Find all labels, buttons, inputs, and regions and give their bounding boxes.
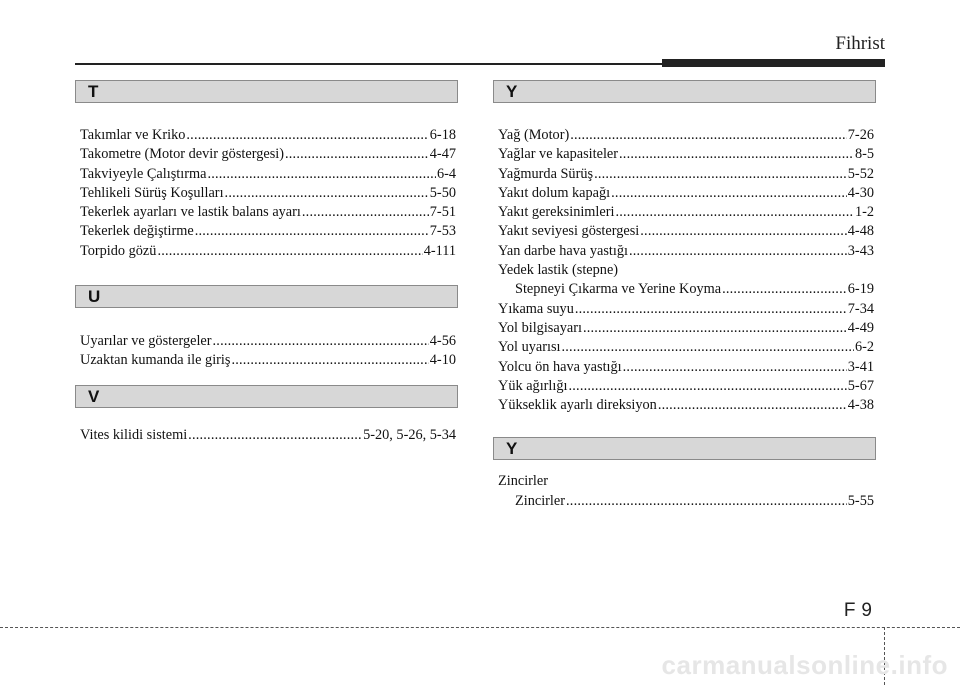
entry-label: Stepneyi Çıkarma ve Yerine Koyma [515, 281, 722, 298]
page-header-title: Fihrist [835, 33, 885, 54]
entry-label: Takımlar ve Kriko [80, 127, 186, 143]
leader-dots [566, 492, 847, 511]
leader-dots [302, 203, 429, 222]
index-subentry [498, 280, 874, 299]
leader-dots [615, 203, 853, 222]
entry-page: 1-2 [854, 204, 874, 221]
entry-page: 4-48 [847, 223, 874, 240]
section-bar-u: U [75, 285, 458, 308]
entry-label: Yakıt dolum kapağı [498, 184, 611, 201]
entry-label: Tekerlek ayarları ve lastik balans ayarı [80, 204, 301, 221]
index-entry [498, 300, 874, 319]
entry-label: Vites kilidi sistemi [80, 426, 188, 443]
leader-dots [575, 300, 847, 319]
index-entry [80, 184, 456, 203]
entry-page: 4-30 [847, 184, 874, 201]
leader-dots [594, 165, 847, 184]
index-entry [80, 145, 456, 164]
footer-number: 9 [861, 600, 872, 621]
entry-page: 7-51 [429, 204, 456, 221]
entry-label: Torpido gözü [80, 242, 157, 259]
entry-label: Yan darbe hava yastığı [498, 242, 628, 259]
entry-label: Yakıt seviyesi göstergesi [498, 223, 640, 240]
leader-dots [195, 222, 429, 241]
index-entry [80, 165, 456, 184]
leader-dots [569, 377, 847, 396]
entry-page: 4-49 [847, 319, 874, 336]
right-column [493, 80, 876, 511]
left-column [75, 80, 458, 445]
entry-label: Yol uyarısı [498, 339, 561, 356]
leader-dots [225, 184, 429, 203]
entry-page: 6-4 [436, 165, 456, 182]
section-y-entries [493, 126, 876, 415]
entry-label: Yakıt gereksinimleri [498, 204, 615, 221]
entry-page: 7-34 [847, 300, 874, 317]
leader-dots [188, 426, 362, 445]
entry-label: Yük ağırlığı [498, 377, 568, 394]
index-entry [498, 222, 874, 241]
index-entry [498, 203, 874, 222]
leader-dots [186, 126, 428, 145]
entry-page: 7-26 [847, 127, 874, 143]
index-heading: Yedek lastik (stepne) [498, 262, 619, 279]
entry-page: 6-2 [854, 339, 874, 356]
footer-page-number [844, 600, 872, 622]
leader-dots [285, 145, 429, 164]
entry-label: Takviyeyle Çalıştırma [80, 165, 207, 182]
index-entry [498, 338, 874, 357]
section-bar-y-second: Y [493, 437, 876, 460]
index-subentry [498, 492, 874, 511]
footer-chapter: F [843, 600, 856, 621]
index-entry [80, 203, 456, 222]
leader-dots [619, 145, 854, 164]
section-y2-entries [493, 472, 876, 511]
entry-page: 5-52 [847, 165, 874, 182]
section-bar-y: Y [493, 80, 876, 103]
entry-label: Yağmurda Sürüş [498, 165, 594, 182]
leader-dots [629, 242, 847, 261]
index-entry [498, 242, 874, 261]
entry-page: 4-10 [429, 352, 456, 369]
index-entry [498, 377, 874, 396]
entry-label: Uyarılar ve göstergeler [80, 333, 212, 350]
leader-dots [157, 242, 422, 261]
index-entry [80, 126, 456, 145]
index-entry [80, 351, 456, 370]
entry-label: Tehlikeli Sürüş Koşulları [80, 184, 224, 201]
index-entry [80, 242, 456, 261]
section-v-entries [75, 426, 458, 445]
section-bar-t: T [75, 80, 458, 103]
header-rule-thin [75, 63, 665, 65]
entry-label: Yağ (Motor) [498, 127, 570, 143]
leader-dots [722, 280, 847, 299]
entry-page: 7-53 [429, 223, 456, 240]
entry-label: Yükseklik ayarlı direksiyon [498, 397, 657, 414]
entry-page: 4-38 [847, 397, 874, 414]
index-entry [498, 165, 874, 184]
entry-page: 5-20, 5-26, 5-34 [363, 426, 456, 443]
leader-dots [583, 319, 847, 338]
index-entry [80, 426, 456, 445]
leader-dots [213, 332, 429, 351]
entry-page: 5-50 [429, 184, 456, 201]
index-entry [498, 319, 874, 338]
entry-page: 4-47 [429, 146, 456, 163]
leader-dots [231, 351, 428, 370]
section-u-entries [75, 332, 458, 371]
entry-page: 6-19 [847, 281, 874, 298]
entry-label: Yağlar ve kapasiteler [498, 146, 619, 163]
leader-dots [611, 184, 847, 203]
entry-page: 5-55 [847, 492, 874, 509]
leader-dots [623, 358, 847, 377]
entry-page: 6-18 [429, 127, 456, 143]
header-rule-thick [662, 59, 885, 67]
leader-dots [570, 126, 847, 145]
index-entry [80, 222, 456, 241]
entry-page: 3-43 [847, 242, 874, 259]
entry-page: 3-41 [847, 358, 874, 375]
index-entry [498, 184, 874, 203]
leader-dots [207, 165, 435, 184]
index-entry [80, 332, 456, 351]
index-entry [498, 396, 874, 415]
entry-label: Uzaktan kumanda ile giriş [80, 352, 231, 369]
entry-label: Yolcu ön hava yastığı [498, 358, 622, 375]
entry-label: Takometre (Motor devir göstergesi) [80, 146, 284, 163]
index-heading: Zincirler [498, 473, 549, 490]
entry-page: 4-111 [423, 242, 456, 259]
entry-page: 5-67 [847, 377, 874, 394]
index-entry [498, 358, 874, 377]
entry-page: 8-5 [854, 146, 874, 163]
entry-page: 4-56 [429, 333, 456, 350]
index-entry [498, 145, 874, 164]
footer-dashed-rule [0, 627, 960, 628]
index-entry [498, 126, 874, 145]
entry-label: Yol bilgisayarı [498, 319, 582, 336]
watermark-text: carmanualsonline.info [661, 650, 948, 680]
leader-dots [658, 396, 847, 415]
entry-label: Zincirler [515, 492, 566, 509]
entry-label: Tekerlek değiştirme [80, 223, 194, 240]
leader-dots [562, 338, 854, 357]
section-t-entries [75, 126, 458, 261]
entry-label: Yıkama suyu [498, 300, 574, 317]
leader-dots [640, 222, 847, 241]
section-bar-v: V [75, 385, 458, 408]
